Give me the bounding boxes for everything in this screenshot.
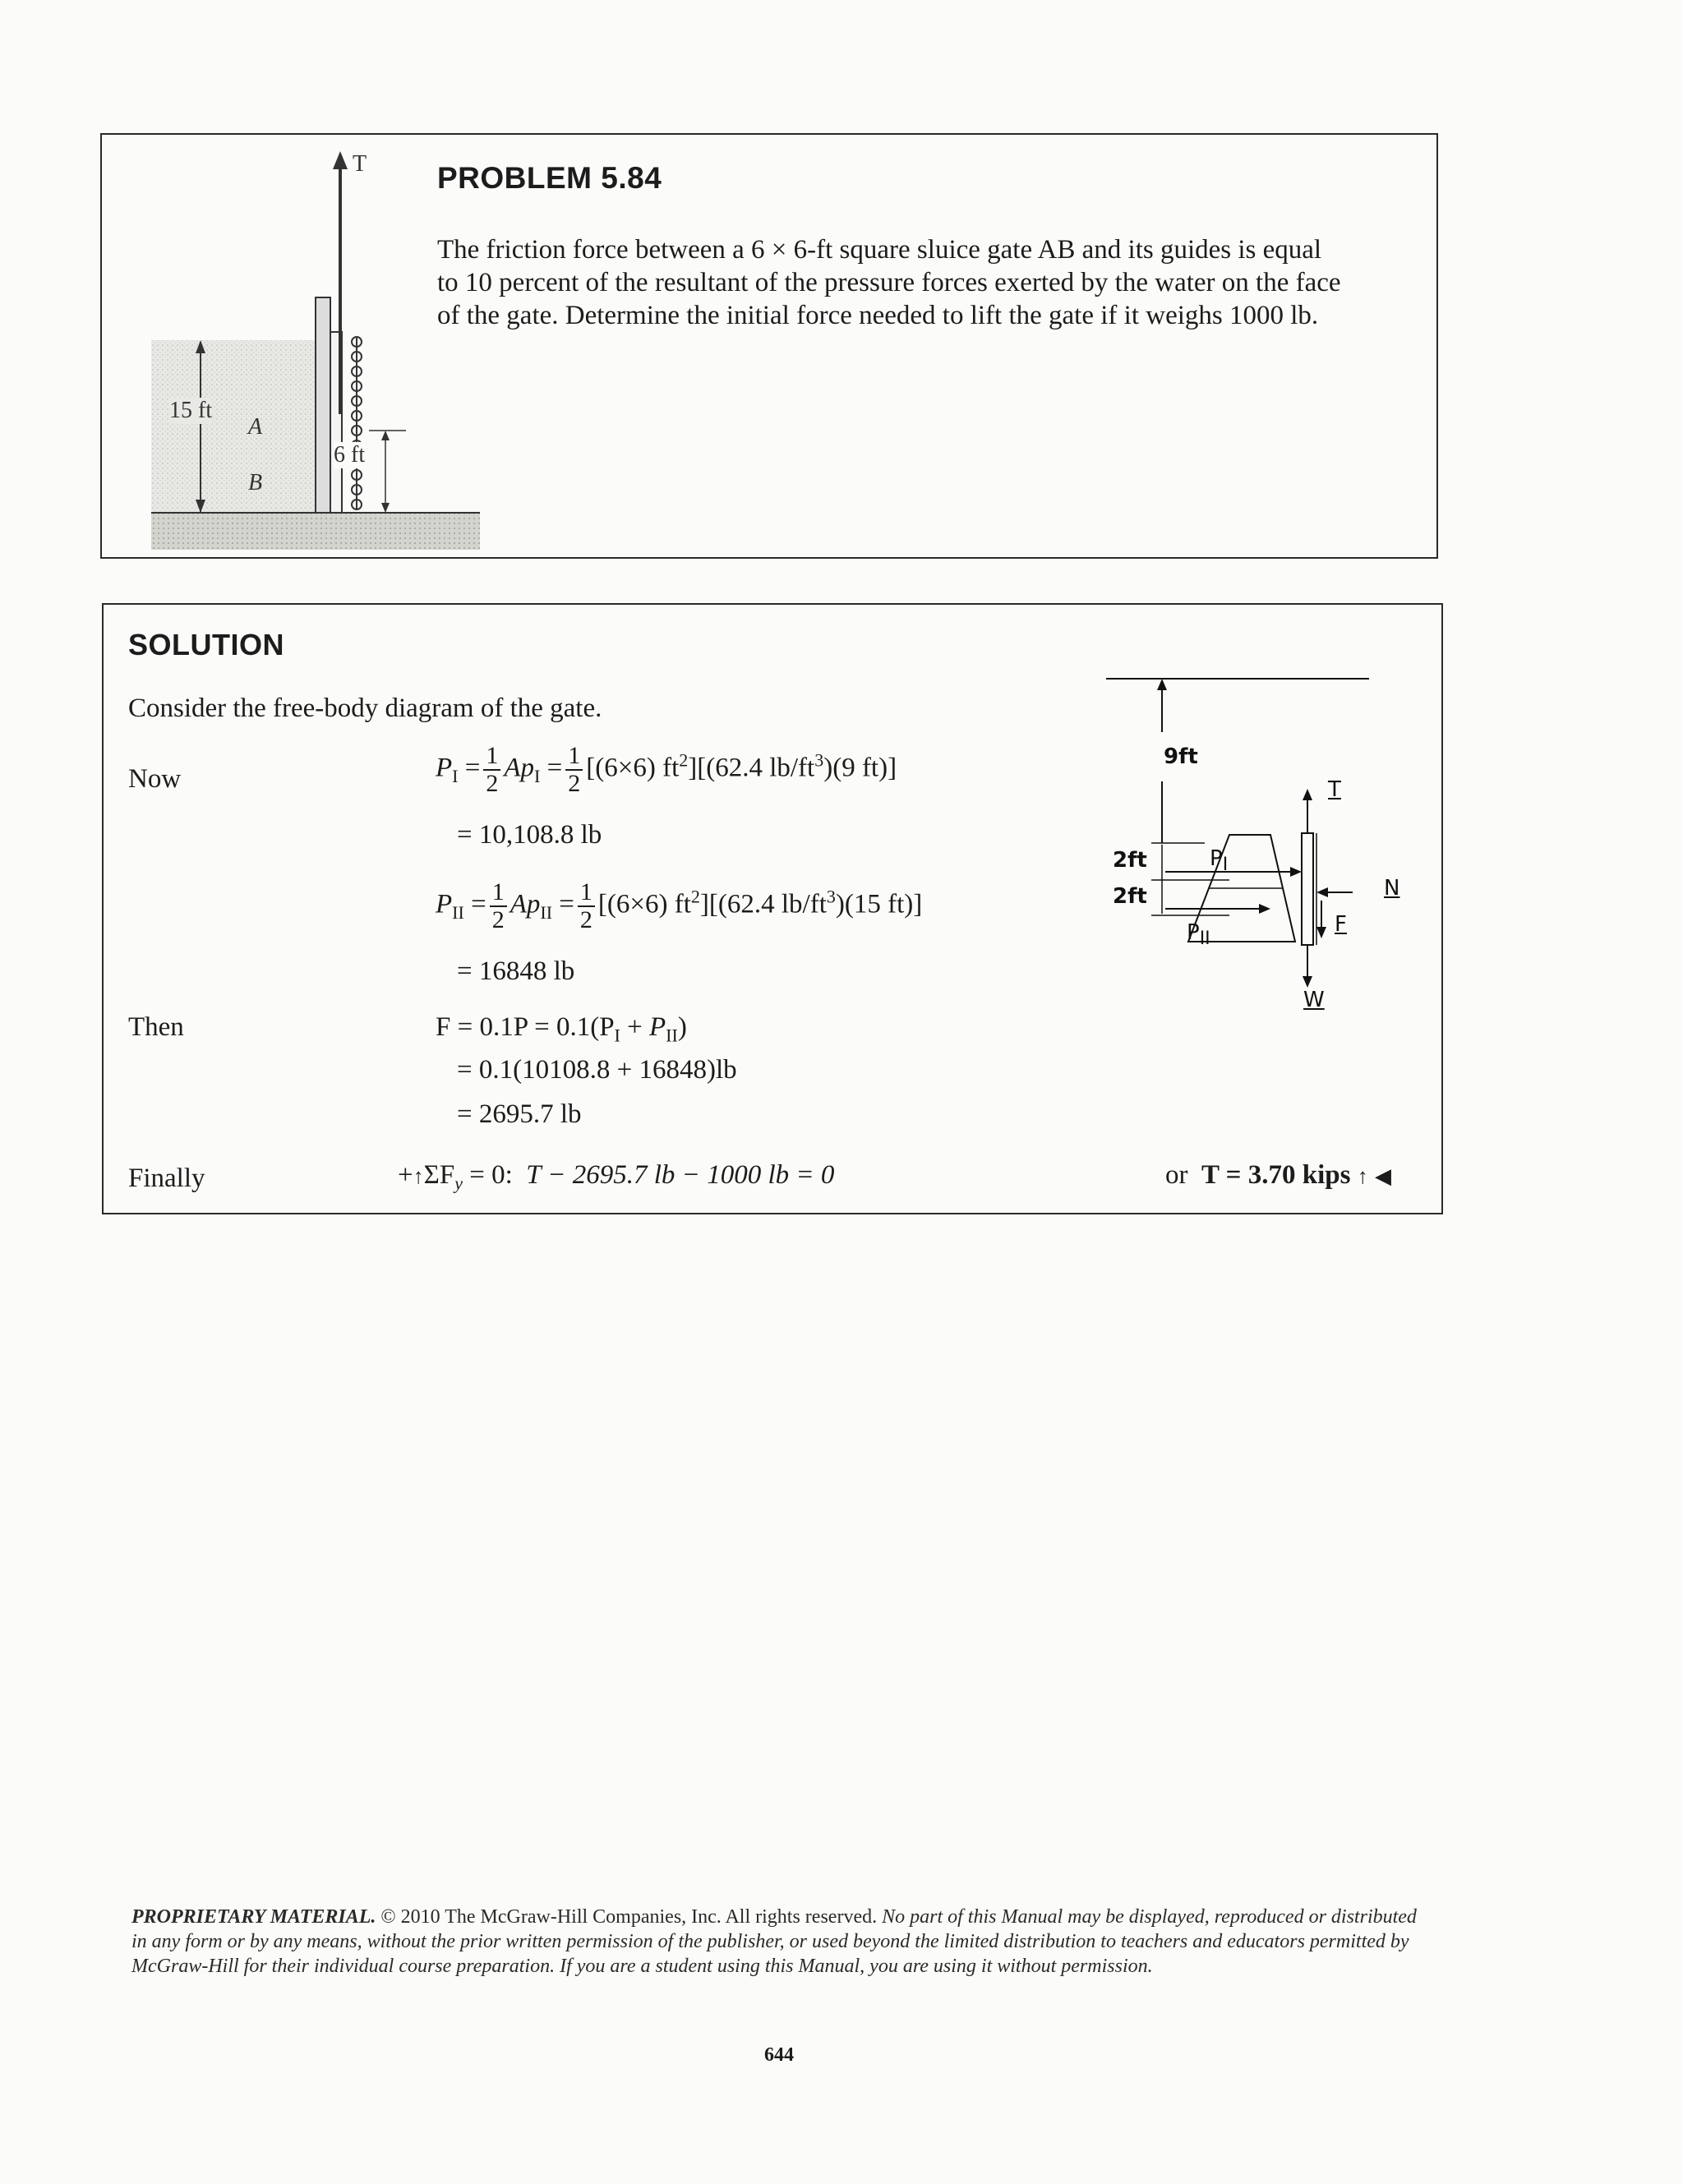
up-arrow-icon: ↑ xyxy=(413,1164,424,1188)
fbd-label-p2: $P_{II}$ xyxy=(1187,920,1210,950)
label-finally: Finally xyxy=(128,1163,205,1193)
footer-proprietary: PROPRIETARY MATERIAL. xyxy=(131,1906,376,1928)
fraction-half: $\frac{1}{2}$ xyxy=(483,743,500,797)
eq-sub: I xyxy=(452,766,459,787)
fbd-label-9ft: 9ft xyxy=(1164,744,1198,769)
up-arrow-icon: ↑ xyxy=(1357,1164,1368,1188)
footer-copyright: © 2010 The McGraw-Hill Companies, Inc. All rights reserved. xyxy=(380,1906,878,1928)
equation-f-line2: = 0.1(10108.8 + 16848)lb xyxy=(457,1055,737,1085)
answer-value: T = 3.70 kips xyxy=(1201,1160,1351,1190)
figure-label-depth: 15 ft xyxy=(169,398,213,423)
equation-f: $F = 0.1P = 0.1(P_I + P_{II})$ xyxy=(436,1012,687,1046)
eq-term: ΣF xyxy=(423,1160,455,1190)
figure-label-A: A xyxy=(248,414,263,440)
figure-label-gate-height: 6 ft xyxy=(334,442,366,468)
arrow-T xyxy=(333,151,348,169)
water-region xyxy=(151,340,316,521)
eq-term: Ap xyxy=(504,753,535,783)
equation-p2-result: = 16848 lb xyxy=(457,956,575,986)
chain xyxy=(352,337,362,509)
fbd-label-F: F xyxy=(1335,912,1347,937)
ground xyxy=(151,513,480,550)
problem-box xyxy=(100,133,1438,559)
solution-box xyxy=(102,603,1443,1214)
eq-term: ][(62.4 lb/ft xyxy=(699,889,827,919)
fraction-half: $\frac{1}{2}$ xyxy=(490,879,507,933)
eq-var: P xyxy=(436,753,453,783)
eq-sub: II xyxy=(452,902,464,924)
equation-f-line3: = 2695.7 lb xyxy=(457,1099,582,1129)
eq-term: T − 2695.7 lb − 1000 lb = 0 xyxy=(526,1160,835,1190)
fraction-half: $\frac{1}{2}$ xyxy=(565,743,583,797)
equation-p2: $P_{II}$ = $\frac{1}{2}$ $Ap_{II}$ = $\frac{1}{2}$ [(6×6) $ft^2][(62.4$ $lb/ft^3)(15$ ft)] xyxy=(436,878,923,933)
solution-title: SOLUTION xyxy=(128,628,284,661)
figure-label-B: B xyxy=(248,470,263,495)
fbd-label-T: T xyxy=(1328,777,1341,802)
eq-term: )(9 ft)] xyxy=(823,753,897,783)
problem-text-line: of the gate. Determine the initial force needed to lift the gate if it weighs 1000 lb. xyxy=(437,301,1319,330)
problem-title: PROBLEM 5.84 xyxy=(437,161,662,195)
footer-notice xyxy=(131,1905,1430,1979)
problem-text xyxy=(437,233,1423,332)
equation-p1: $P_I$ = $\frac{1}{2}$ $Ap_I$ = $\frac{1}{2}$ [(6×6) $ft^2][(62.4$ $lb/ft^3)(9$ ft)] xyxy=(436,742,897,797)
fraction-half: $\frac{1}{2}$ xyxy=(578,879,595,933)
gate-guide xyxy=(316,297,330,513)
fbd-label-p1: $P_I$ xyxy=(1210,846,1229,876)
fbd-label-2ft: 2ft xyxy=(1113,848,1147,873)
solution-intro: Consider the free-body diagram of the gate. xyxy=(128,693,602,723)
answer xyxy=(1165,1160,1391,1191)
eq-term: [(6×6) ft xyxy=(597,889,691,919)
eq-term: F = 0.1P = 0.1(P xyxy=(436,1012,615,1042)
fbd-label-2ft: 2ft xyxy=(1113,884,1147,909)
eq-term: Ap xyxy=(510,889,541,919)
eq-term: = 0: xyxy=(462,1160,513,1190)
fbd-label-N: N xyxy=(1384,876,1400,901)
footer-notice-text: No part of this Manual may be displayed, reproduced or distributed in any form or by any means, without the prior written permission of the publisher, or used beyond the limited distribution to teachers and educators permitted by McGraw-Hill for their individual course preparation. If you are a student using this Manual, you are using it without permission. xyxy=(131,1906,1417,1977)
fbd-label-W: W xyxy=(1303,988,1325,1012)
eq-term: ][(62.4 lb/ft xyxy=(688,753,815,783)
answer-prefix: or xyxy=(1165,1160,1188,1190)
equation-final: $+↑\Sigma F_y = 0$: T − 2695.7 lb − 1000 lb = 0 xyxy=(398,1160,835,1194)
problem-text-line: to 10 percent of the resultant of the pressure forces exerted by the water on the face xyxy=(437,268,1341,297)
label-now: Now xyxy=(128,764,182,794)
fbd-text: P xyxy=(1187,920,1200,945)
page-number: 644 xyxy=(764,2044,794,2066)
end-marker-icon: ◀ xyxy=(1374,1164,1391,1188)
eq-var: P xyxy=(436,889,453,919)
free-body-diagram xyxy=(1106,670,1435,1016)
equation-p1-result: = 10,108.8 lb xyxy=(457,820,602,850)
eq-term: [(6×6) ft xyxy=(586,753,680,783)
sluice-gate-figure xyxy=(151,151,496,554)
eq-term: )(15 ft)] xyxy=(835,889,923,919)
fbd-text: P xyxy=(1210,846,1223,871)
problem-text-line: The friction force between a 6 × 6-ft square sluice gate AB and its guides is equal xyxy=(437,235,1322,265)
figure-label-T: T xyxy=(353,151,367,177)
label-then: Then xyxy=(128,1012,184,1042)
